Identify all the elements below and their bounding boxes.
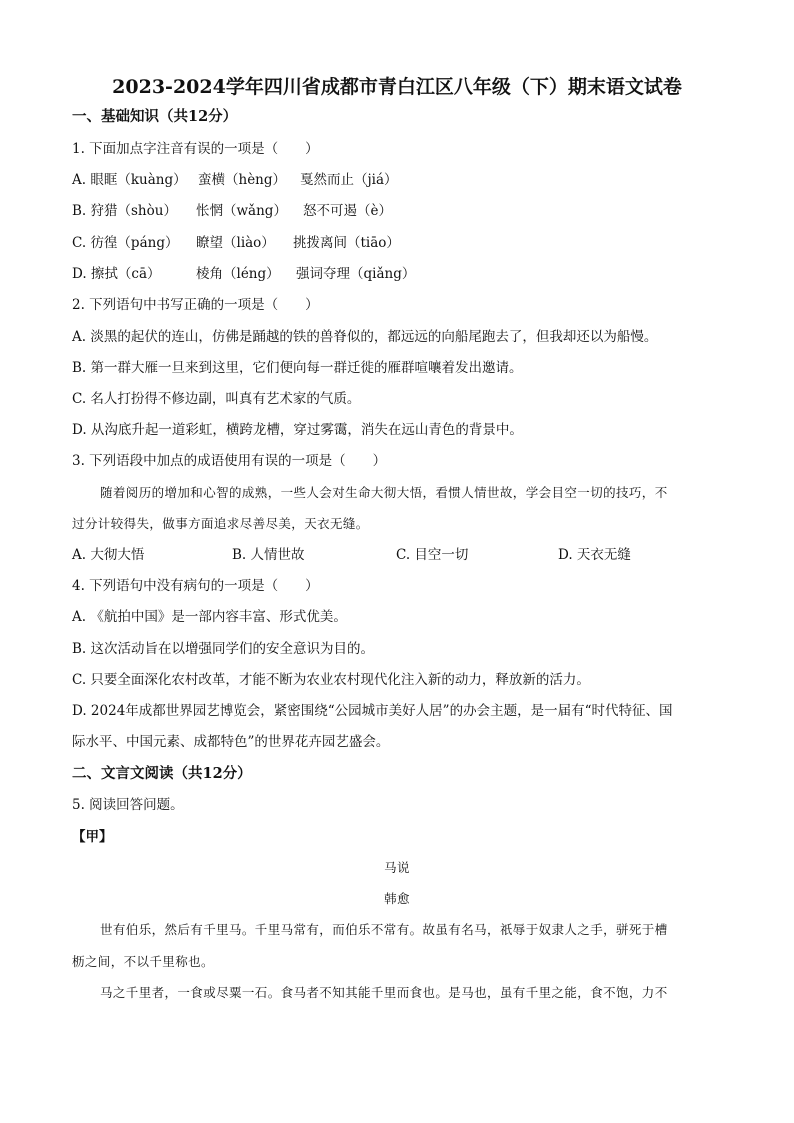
question-4-option-d: D. 2024年成都世界园艺博览会，紧密围绕“公园城市美好人居”的办会主题，是一届有“时代特征、国 bbox=[72, 703, 673, 719]
question-4-option-b: B. 这次活动旨在以增强同学们的安全意识为目的。 bbox=[72, 641, 375, 657]
option-cell: 怅惘（wǎng） bbox=[196, 203, 287, 219]
question-3-option-b: B. 人情世故 bbox=[232, 547, 305, 563]
question-3-option-d: D. 天衣无缝 bbox=[558, 547, 631, 563]
option-cell: 戛然而止（jiá） bbox=[300, 172, 398, 188]
option-cell: 怒不可遏（è） bbox=[303, 203, 392, 219]
question-1-stem: 1. 下面加点字注音有误的一项是（ ） bbox=[72, 141, 319, 157]
question-2-option-c: C. 名人打扮得不修边副，叫真有艺术家的气质。 bbox=[72, 391, 361, 407]
question-5-stem: 5. 阅读回答问题。 bbox=[72, 797, 184, 813]
essay-line: 世有伯乐，然后有千里马。千里马常有，而伯乐不常有。故虽有名马，祇辱于奴隶人之手，骈死于槽 bbox=[100, 922, 668, 937]
question-3-option-c: C. 目空一切 bbox=[396, 547, 469, 563]
question-2-option-a: A. 淡黑的起伏的连山，仿佛是踊越的铁的兽脊似的，都远远的向船尾跑去了，但我却还以为船慢。 bbox=[72, 329, 658, 345]
question-2-stem: 2. 下列语句中书写正确的一项是（ ） bbox=[72, 297, 319, 313]
page-title: 2023-2024学年四川省成都市青白江区八年级（下）期末语文试卷 bbox=[112, 76, 682, 98]
essay-title: 马说 bbox=[384, 860, 410, 875]
essay-line: 马之千里者，一食或尽粟一石。食马者不知其能千里而食也。是马也，虽有千里之能，食不饱，力不 bbox=[100, 985, 668, 1000]
option-cell: A. 眼眶（kuàng） bbox=[72, 172, 187, 188]
essay-author: 韩愈 bbox=[384, 891, 410, 906]
question-2-option-b: B. 第一群大雁一旦来到这里，它们便向每一群迁徙的雁群喧嚷着发出邀请。 bbox=[72, 360, 523, 376]
question-4-option-c: C. 只要全面深化农村改革，才能不断为农业农村现代化注入新的动力，释放新的活力。 bbox=[72, 672, 590, 688]
option-cell: 棱角（léng） bbox=[196, 266, 280, 282]
option-cell: 挑拨离间（tiāo） bbox=[293, 235, 400, 251]
essay-line: 枥之间，不以千里称也。 bbox=[72, 954, 214, 969]
option-cell: 蛮横（hèng） bbox=[198, 172, 287, 188]
question-3-passage-line: 随着阅历的增加和心智的成熟，一些人会对生命大彻大悟，看惯人情世故，学会目空一切的技巧，不 bbox=[100, 485, 668, 500]
question-4-stem: 4. 下列语句中没有病句的一项是（ ） bbox=[72, 578, 319, 594]
section-heading-basics: 一、基础知识（共12分） bbox=[72, 108, 238, 125]
option-cell: D. 擦拭（cā） bbox=[72, 266, 161, 282]
option-cell: 瞭望（liào） bbox=[196, 235, 275, 251]
question-4-option-a: A. 《航拍中国》是一部内容丰富、形式优美。 bbox=[72, 609, 347, 625]
question-4-option-d-continued: 际水平、中国元素、成都特色”的世界花卉园艺盛会。 bbox=[72, 734, 390, 750]
question-3-passage-line: 过分计较得失，做事方面追求尽善尽美，天衣无缝。 bbox=[72, 516, 369, 531]
section-heading-classical-reading: 二、文言文阅读（共12分） bbox=[72, 765, 252, 782]
question-3-option-a: A. 大彻大悟 bbox=[72, 547, 145, 563]
option-cell: 强词夺理（qiǎng） bbox=[296, 266, 416, 282]
option-cell: B. 狩猎（shòu） bbox=[72, 203, 177, 219]
question-2-option-d: D. 从沟底升起一道彩虹，横跨龙槽，穿过雾霭，消失在远山青色的背景中。 bbox=[72, 422, 523, 438]
passage-label-jia: 【甲】 bbox=[72, 829, 113, 845]
option-cell: C. 彷徨（páng） bbox=[72, 235, 179, 251]
question-3-stem: 3. 下列语段中加点的成语使用有误的一项是（ ） bbox=[72, 453, 387, 469]
